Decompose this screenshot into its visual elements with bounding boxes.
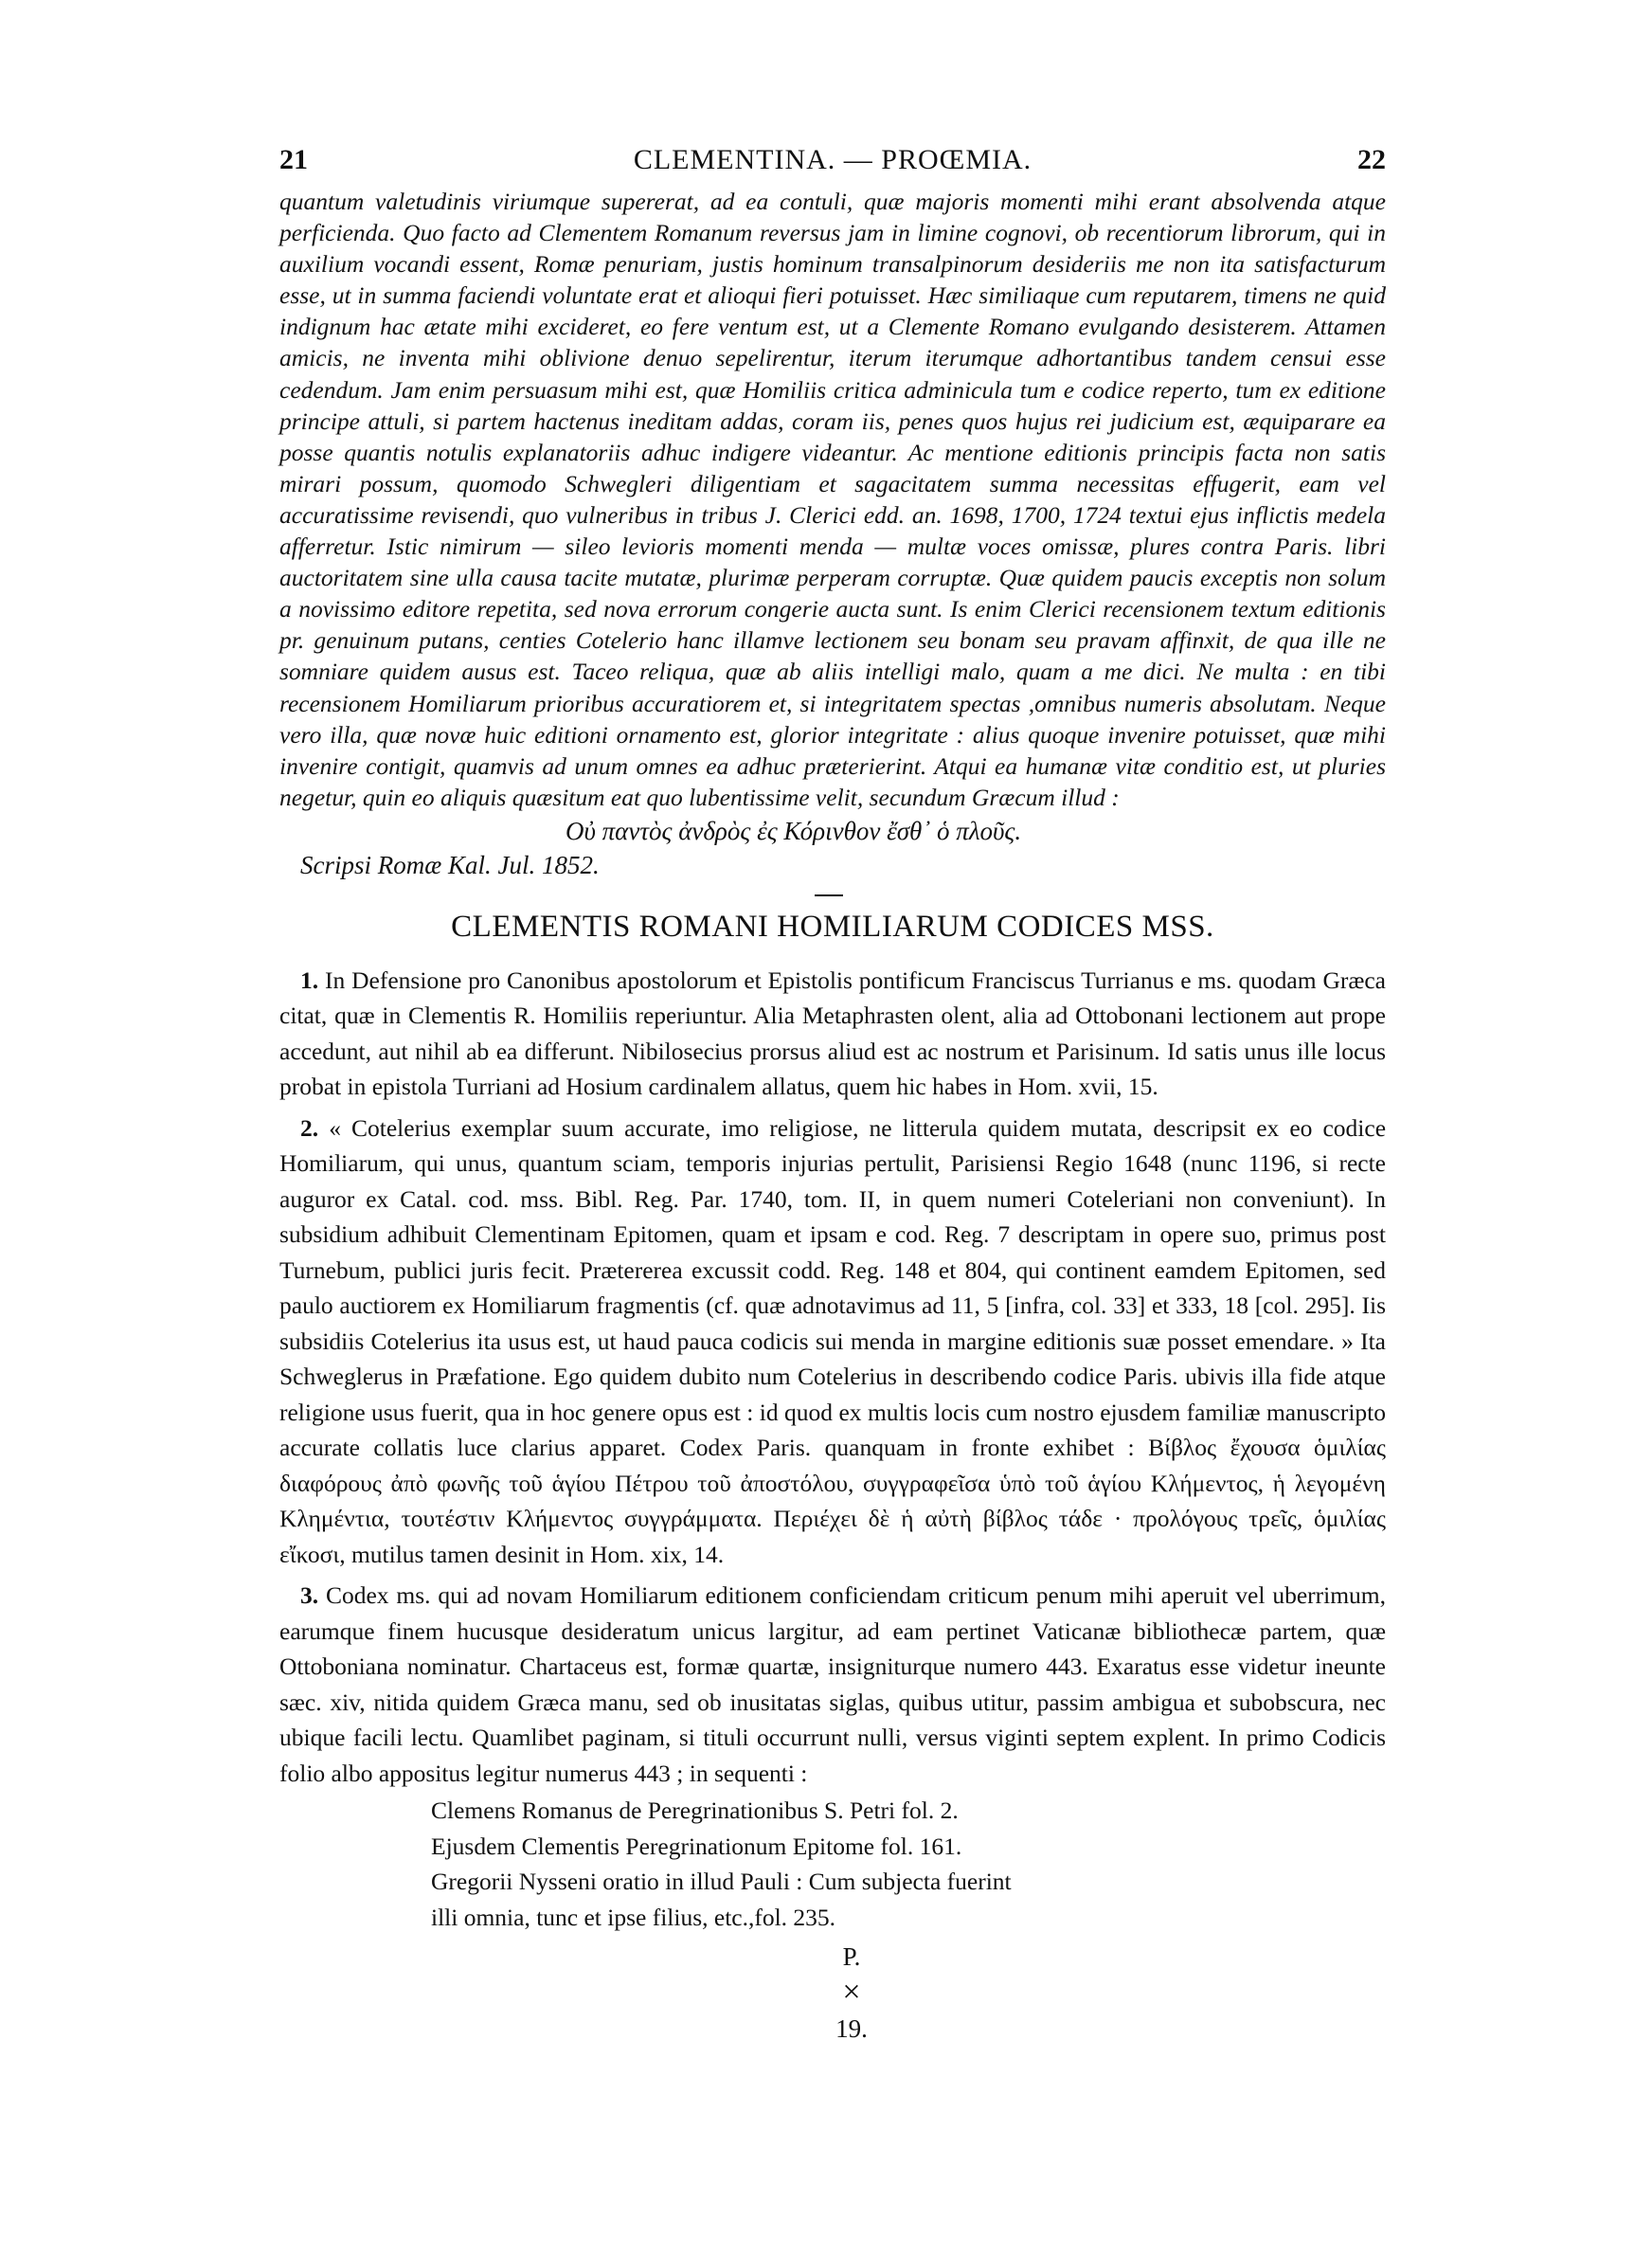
page-number-left: 21 bbox=[279, 144, 308, 175]
preface-paragraph: quantum valetudinis viriumque supererat, ad ea contuli, quæ majoris momenti mihi erant absolvenda atque perficienda. Quo facto ad Clementem Romanum reversus jam in limine cognovi, ob recentiorum librorum, qui in auxilium vocandi essent, Romæ penuriam, justis hominum transalpinorum desideriis me non ita satisfacturum esse, ut in summa faciendi voluntate erat et alioqui fieri potuisset. Hæc similiaque cum reputarem, timens ne quid indignum hac ætate mihi excideret, eo fere ventum est, ut a Clemente Romano evulgando desisterem. Attamen amicis, ne inventa mihi oblivione denuo sepelirentur, iterum iterumque adhortantibus tandem censui esse cedendum. Jam enim persuasum mihi est, quæ Homiliis critica adminicula tum e codice reperto, tum ex editione principe attuli, si partem hactenus ineditam addas, coram iis, penes quos hujus rei judicium est, æquiparare ea posse quantis notulis explanatoriis adhuc indigere videantur. Ac mentione editionis principis facta non satis mirari possum, quomodo Schwegleri diligentiam et sagacitatem summa necessitas effugerit, eam vel accuratissime revisendi, quo vulneribus in tribus J. Clerici edd. an. 1698, 1700, 1724 textui ejus inflictis medela afferretur. Istic nimirum — sileo levioris momenti menda — multæ voces omissæ, plures contra Paris. libri auctoritatem sine ulla causa tacite mutatæ, plurimæ perperam corruptæ. Quæ quidem paucis exceptis non solum a novissimo editore repetita, sed nova errorum congerie aucta sunt. Is enim Clerici recensionem textum editionis pr. genuinum putans, centies Cotelerio hanc illamve lectionem seu bonam seu pravam affinxit, de qua ille ne somniare quidem ausus est. Taceo reliqua, quæ ab aliis intelligi malo, quam a me dici. Ne multa : en tibi recensionem Homiliarum prioribus accuratiorem et, si integritatem spectas ,omnibus numeris absolutam. Neque vero illa, quæ novæ huic editioni ornamento est, glorior integritate : alius quoque invenire potuisset, quæ mihi invenire contigit, quamvis ad unum omnes ea adhuc præterierint. Atqui ea humanæ vitæ conditio est, ut pluries negetur, quin eo aliquis quæsitum eat quo lubentissime velit, secundum Græcum illud : bbox=[279, 188, 1386, 811]
entry-number: 2. bbox=[300, 1113, 319, 1142]
list-item: Ejusdem Clementis Peregrinationum Epitome fol. 161. bbox=[431, 1832, 962, 1860]
page-body bbox=[279, 186, 1386, 2047]
page-number-right: 22 bbox=[1357, 144, 1386, 175]
list-item: illi omnia, tunc et ipse filius, etc.,fol. 235. bbox=[431, 1903, 836, 1931]
section-divider bbox=[815, 894, 843, 896]
entry-number: 3. bbox=[300, 1581, 319, 1610]
codex-entry-2 bbox=[279, 1110, 1386, 1573]
running-title: CLEMENTINA. — PROŒMIA. bbox=[633, 144, 1032, 175]
greek-quotation: Οὐ παντὸς ἀνδρὸς ἐς Κόρινθον ἔσθ᾽ ὁ πλοῦς. bbox=[566, 816, 1022, 845]
printer-signature-block bbox=[279, 1939, 1386, 2047]
codex-entry-1 bbox=[279, 963, 1386, 1105]
section-title: CLEMENTIS ROMANI HOMILIARUM CODICES MSS. bbox=[451, 909, 1214, 944]
running-head bbox=[279, 144, 1386, 182]
list-item: Clemens Romanus de Peregrinationibus S. Petri fol. 2. bbox=[431, 1797, 959, 1825]
entry-text: « Cotelerius exemplar suum accurate, imo religiose, ne litterula quidem mutata, descripsit ex eo codice Homiliarum, qui unus, quantum sciam, temporis injurias pertulit, Parisiensi Regio 1648 (nunc 1196, si recte auguror ex Catal. cod. mss. Bibl. Reg. Par. 1740, tom. II, in quem numeri Coteleriani non conveniunt). In subsidium adhibuit Clementinam Epitomen, quam et ipsam e cod. Reg. 7 descriptam in opere suo, primus post Turnebum, publici juris fecit. Prætererea excussit codd. Reg. 148 et 804, qui continent eamdem Epitomen, sed paulo auctiorem ex Homiliarum fragmentis (cf. quæ adnotavimus ad 11, 5 [infra, col. 33] et 333, 18 [col. 295]. Iis subsidiis Cotelerius ita usus est, ut haud pauca codicis sui menda in margine editionis suæ posset emendare. » Ita Schweglerus in Præfatione. Ego quidem dubito num Cotelerius in describendo codice Paris. ubivis illa fide atque religione usus fuerit, qua in hoc genere opus est : id quod ex multis locis cum nostro ejusdem familiæ manuscripto accurate collatis luce clarius apparet. Codex Paris. quanquam in fronte exhibet : Βίβλος ἔχουσα ὁμιλίας διαφόρους ἀπὸ φωνῆς τοῦ ἁγίου Πέτρου τοῦ ἀποστόλου, συγγραφεῖσα ὑπὸ τοῦ ἁγίου Κλήμεντος, ἡ λεγομένη Κλημέντια, τουτέστιν Κλήμεντος συγγράμματα. Περιέχει δὲ ἡ αὐτὴ βίβλος τάδε · προλόγους τρεῖς, ὁμιλίας εἴκοσι, mutilus tamen desinit in Hom. xix, 14. bbox=[279, 1113, 1387, 1568]
list-item: Gregorii Nysseni oratio in illud Pauli : Cum subjecta fuerint bbox=[431, 1868, 1012, 1896]
preface-signature: Scripsi Romæ Kal. Jul. 1852. bbox=[300, 850, 600, 879]
codex-entry-3 bbox=[279, 1578, 1386, 1791]
entry-number: 1. bbox=[300, 966, 319, 994]
signature-mark: × bbox=[842, 1975, 861, 2011]
codex-contents-list bbox=[431, 1793, 1386, 1935]
signature-letter: P. bbox=[842, 1942, 861, 1972]
signature-number: 19. bbox=[835, 2014, 868, 2044]
entry-text: Codex ms. qui ad novam Homiliarum editionem conficiendam criticum penum mihi aperuit vel uberrimum, earumque finem hucusque desideratum unicus largitur, ad eam pertinet Vaticanæ bibliothecæ partem, quæ Ottoboniana nominatur. Chartaceus est, formæ quartæ, insigniturque numero 443. Exaratus esse videtur ineunte sæc. xiv, nitida quidem Græca manu, sed ob inusitatas siglas, quibus utitur, passim ambigua et subobscura, nec ubique facili lectu. Quamlibet paginam, si tituli occurrunt nulli, versus viginti septem explent. In primo Codicis folio albo appositus legitur numerus 443 ; in sequenti : bbox=[279, 1581, 1386, 1787]
entry-text: In Defensione pro Canonibus apostolorum et Epistolis pontificum Franciscus Turrianus e ms. quodam Græca citat, quæ in Clementis R. Homiliis reperiuntur. Alia Metaphrasten olent, alia ad Ottobonani lectionem aut prope accedunt, aut nihil ab ea differunt. Nibilosecius prorsus aliud est ac nostrum et Parisinum. Id satis unus ille locus probat in epistola Turriani ad Hosium cardinalem allatus, quem hic habes in Hom. xvii, 15. bbox=[279, 966, 1387, 1101]
